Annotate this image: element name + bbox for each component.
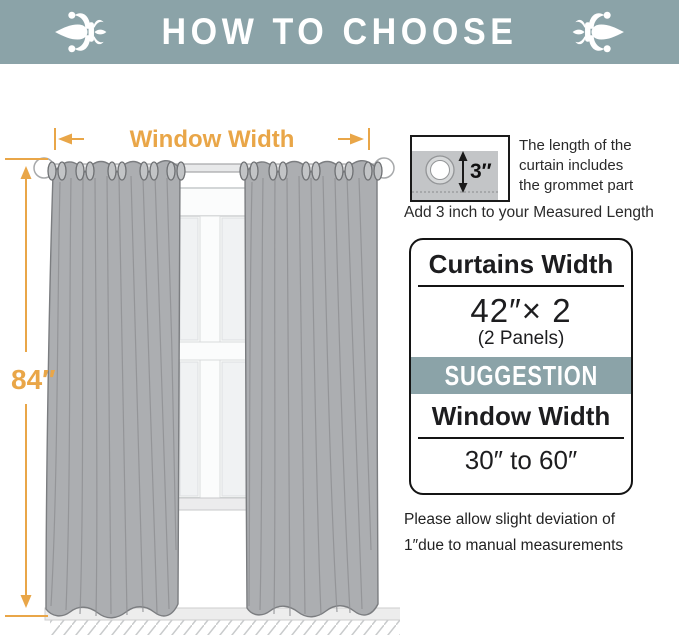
grommet-description-line: The length of the (519, 137, 632, 154)
curtains-width-value: 42″× 2 (470, 292, 572, 329)
arrow-left-icon (58, 134, 72, 145)
grommet-description (519, 136, 669, 196)
page-title: HOW TO CHOOSE (161, 11, 518, 52)
suggestion-banner (411, 357, 631, 394)
fleur-de-lis-right-icon (559, 5, 637, 59)
floor-hatching (50, 620, 400, 635)
grommet-detail-figure (410, 135, 510, 202)
grommet-description-line: curtain includes (519, 157, 624, 174)
deviation-note-line: Please allow slight deviation of (404, 511, 616, 528)
curtain-panel-left (46, 161, 180, 618)
curtain-length-label: 84″ (11, 364, 56, 395)
arrow-down-icon (21, 595, 32, 608)
window-width-title: Window Width (431, 401, 611, 431)
curtain-panel-right (245, 161, 378, 617)
suggestion-banner-label: SUGGESTION (444, 359, 598, 391)
window-width-dimension (55, 126, 369, 153)
window-sill (172, 498, 252, 510)
divider (418, 285, 624, 287)
header-banner (0, 0, 679, 64)
divider (418, 437, 624, 439)
fleur-de-lis-left-icon (42, 5, 120, 59)
grommet-size-label: 3″ (470, 160, 492, 183)
add-length-note: Add 3 inch to your Measured Length (404, 204, 654, 221)
deviation-note-line: 1″due to manual measurements (404, 537, 624, 554)
grommet-description-line: the grommet part (519, 177, 634, 194)
curtain-window-illustration (0, 100, 400, 636)
window-width-value: 30″ to 60″ (464, 445, 578, 475)
size-suggestion-box (409, 238, 633, 495)
deviation-note (404, 507, 674, 559)
grommet-detail-drawing (412, 137, 508, 200)
window-width-label: Window Width (129, 126, 295, 153)
window-frame (172, 188, 252, 510)
panels-note: (2 Panels) (477, 328, 565, 349)
arrow-right-icon (350, 134, 364, 145)
curtains-width-title: Curtains Width (428, 249, 614, 279)
